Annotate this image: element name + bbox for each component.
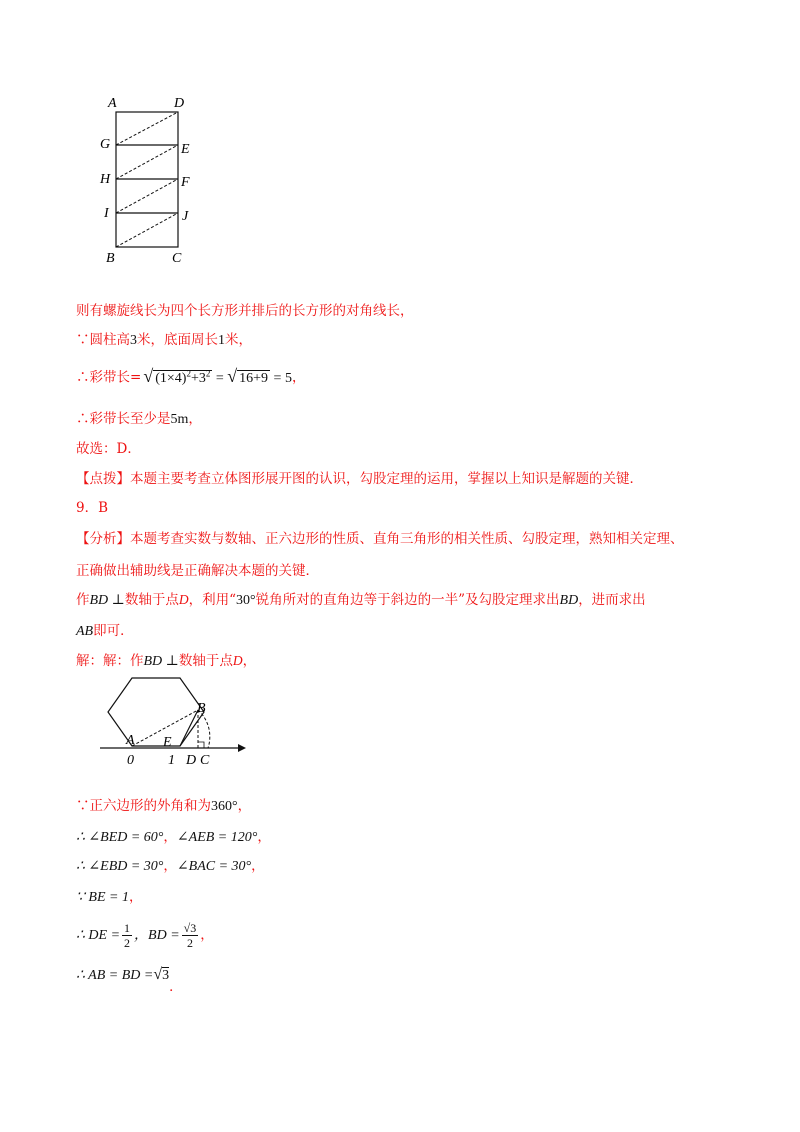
text-line-12 [76,652,256,671]
text-comma: ， [257,829,271,845]
text-comma: ， [237,798,252,814]
text-line-4 [76,410,202,429]
text-line-16 [76,888,142,907]
math-bd-2: BD [559,593,579,608]
text-line-1 [76,302,414,320]
text-since-height: ∵圆柱高 [76,332,130,348]
math-bd-eq: ，BD = [134,928,180,943]
text-comma: ， [291,369,306,386]
math-be-1: ∵ BE = 1 [76,890,129,905]
text-line-17 [76,920,214,951]
formula-result: = 5 [273,370,292,386]
math-ab-bd: ∴ AB = BD = [76,968,154,983]
text-line-6 [76,470,643,488]
segment-eb [180,710,198,746]
label-one: 1 [168,753,175,768]
math-360: 360° [211,799,238,814]
text-line-9 [76,562,319,580]
text-base-perimeter: 米，底面周长 [137,332,218,348]
text-make: 作 [76,592,90,608]
math-bed-60: ∴ ∠BED = 60° [76,830,164,845]
label-j: J [182,209,189,224]
math-bac-30: ∠BAC = 30° [176,859,252,874]
formula-root2: 16+9 [239,370,269,386]
math-perp-2: ⊥ [162,654,179,669]
text-tip: 【点拨】本题主要考查立体图形展开图的认识，勾股定理的运用，掌握以上知识是解题的关键． [76,471,643,487]
label-c: C [172,251,182,266]
text-comma: ， [200,927,214,943]
label-zero: 0 [127,753,134,768]
text-exterior-sum: ∵正六边形的外角和为 [76,798,211,814]
text-line-14 [76,828,271,847]
math-sqrt3: √3 [153,966,170,983]
text-line-13 [76,797,251,816]
fraction-root3-half [182,921,199,950]
text-ribbon-length: ∴彩带长= [76,369,142,386]
math-aeb-120: ∠AEB = 120° [176,830,258,845]
fraction-numerator: √3 [183,921,197,935]
math-de: ∴ DE = [76,928,121,943]
formula-exp1: 2 [186,368,191,378]
text-line-5 [76,440,141,458]
fraction-numerator: 1 [124,921,131,935]
math-bd-3: BD [143,654,163,669]
text-theorem: 锐角所对的直角边等于斜边的一半”及勾股定理求出 [255,592,560,608]
text-comma: ， [188,411,202,427]
label-h: H [100,172,111,187]
text-sep: ， [163,829,177,845]
text-analysis-cont: 正确做出辅助线是正确解决本题的关键． [76,563,319,579]
label-d: D [186,753,197,768]
text-line-7 [76,499,108,517]
label-c: C [200,753,210,768]
text-meter: 米， [225,332,252,348]
label-e: E [163,735,172,750]
text-line-10 [76,591,646,610]
text-line-2 [76,331,252,350]
math-d: D [178,592,189,607]
text-min-length: ∴彩带长至少是 [76,411,171,427]
fraction-one-half [122,921,132,950]
text-line-15 [76,857,265,876]
label-d: D [174,96,185,111]
label-b: B [106,251,115,266]
text-answer-d: 故选：D． [76,441,141,457]
text-line-8 [76,530,684,548]
text-solution: 解：解：作 [76,653,144,669]
text-axis-at-2: 数轴于点 [178,653,233,669]
text-line-11 [76,622,134,641]
formula-exp2: 2 [205,368,211,378]
math-d-2: D [232,653,243,668]
label-a: A [126,733,135,748]
label-g: G [100,137,111,152]
value-min-length: 5m [170,412,189,427]
axis-arrow-icon [238,744,246,752]
label-a: A [108,96,117,111]
value-perimeter: 1 [218,333,225,348]
right-angle-mark [198,742,204,748]
dashed-gd [116,112,178,145]
hexagon [108,678,204,746]
text-comma: ， [128,889,143,905]
fraction-denominator: 2 [186,936,193,950]
math-bd: BD [89,593,109,608]
value-height: 3 [130,333,137,348]
label-i: I [104,206,109,221]
math-perp: ⊥ [108,593,125,608]
text-line-18 [76,966,183,995]
text-axis-at: 数轴于点 [124,592,179,608]
fraction-denominator: 2 [124,936,131,950]
figure-hexagon-number-line [96,672,246,770]
dashed-bj [116,213,178,247]
dashed-if [116,179,178,213]
text-comma: ， [251,858,265,874]
dashed-he [116,145,178,179]
text-comma: ， [242,653,257,669]
math-30deg: 30° [236,593,256,608]
question-9-answer: 9．B [76,500,109,516]
text-line-3 [76,364,305,388]
formula-inner: (1×4) [155,370,187,386]
text-then-find: ，进而求出 [578,592,646,608]
label-b: B [197,701,206,716]
text-analysis: 【分析】本题考查实数与数轴、正六边形的性质、直角三角形的相关性质、勾股定理，熟知相关定理、 [76,531,684,547]
figure-unrolled-cylinder [96,90,206,270]
formula-plus: +3 [190,370,206,386]
text-sep: ， [163,858,177,874]
text-diagonal-intro: 则有螺旋线长为四个长方形并排后的长方形的对角线长， [76,303,414,319]
math-ebd-30: ∴ ∠EBD = 30° [76,859,164,874]
label-e: E [181,142,190,157]
math-radicand: 3 [162,968,170,983]
formula-ribbon: √ $(1\times 4)^2+3^2$ = √ 16+9 = 5 [143,365,292,386]
math-ab: AB [76,624,94,639]
text-done: 即可． [93,623,134,639]
text-using: ，利用“ [188,592,236,608]
text-period: ． [169,979,183,995]
label-f: F [181,175,190,190]
formula-equals: = [215,370,224,386]
